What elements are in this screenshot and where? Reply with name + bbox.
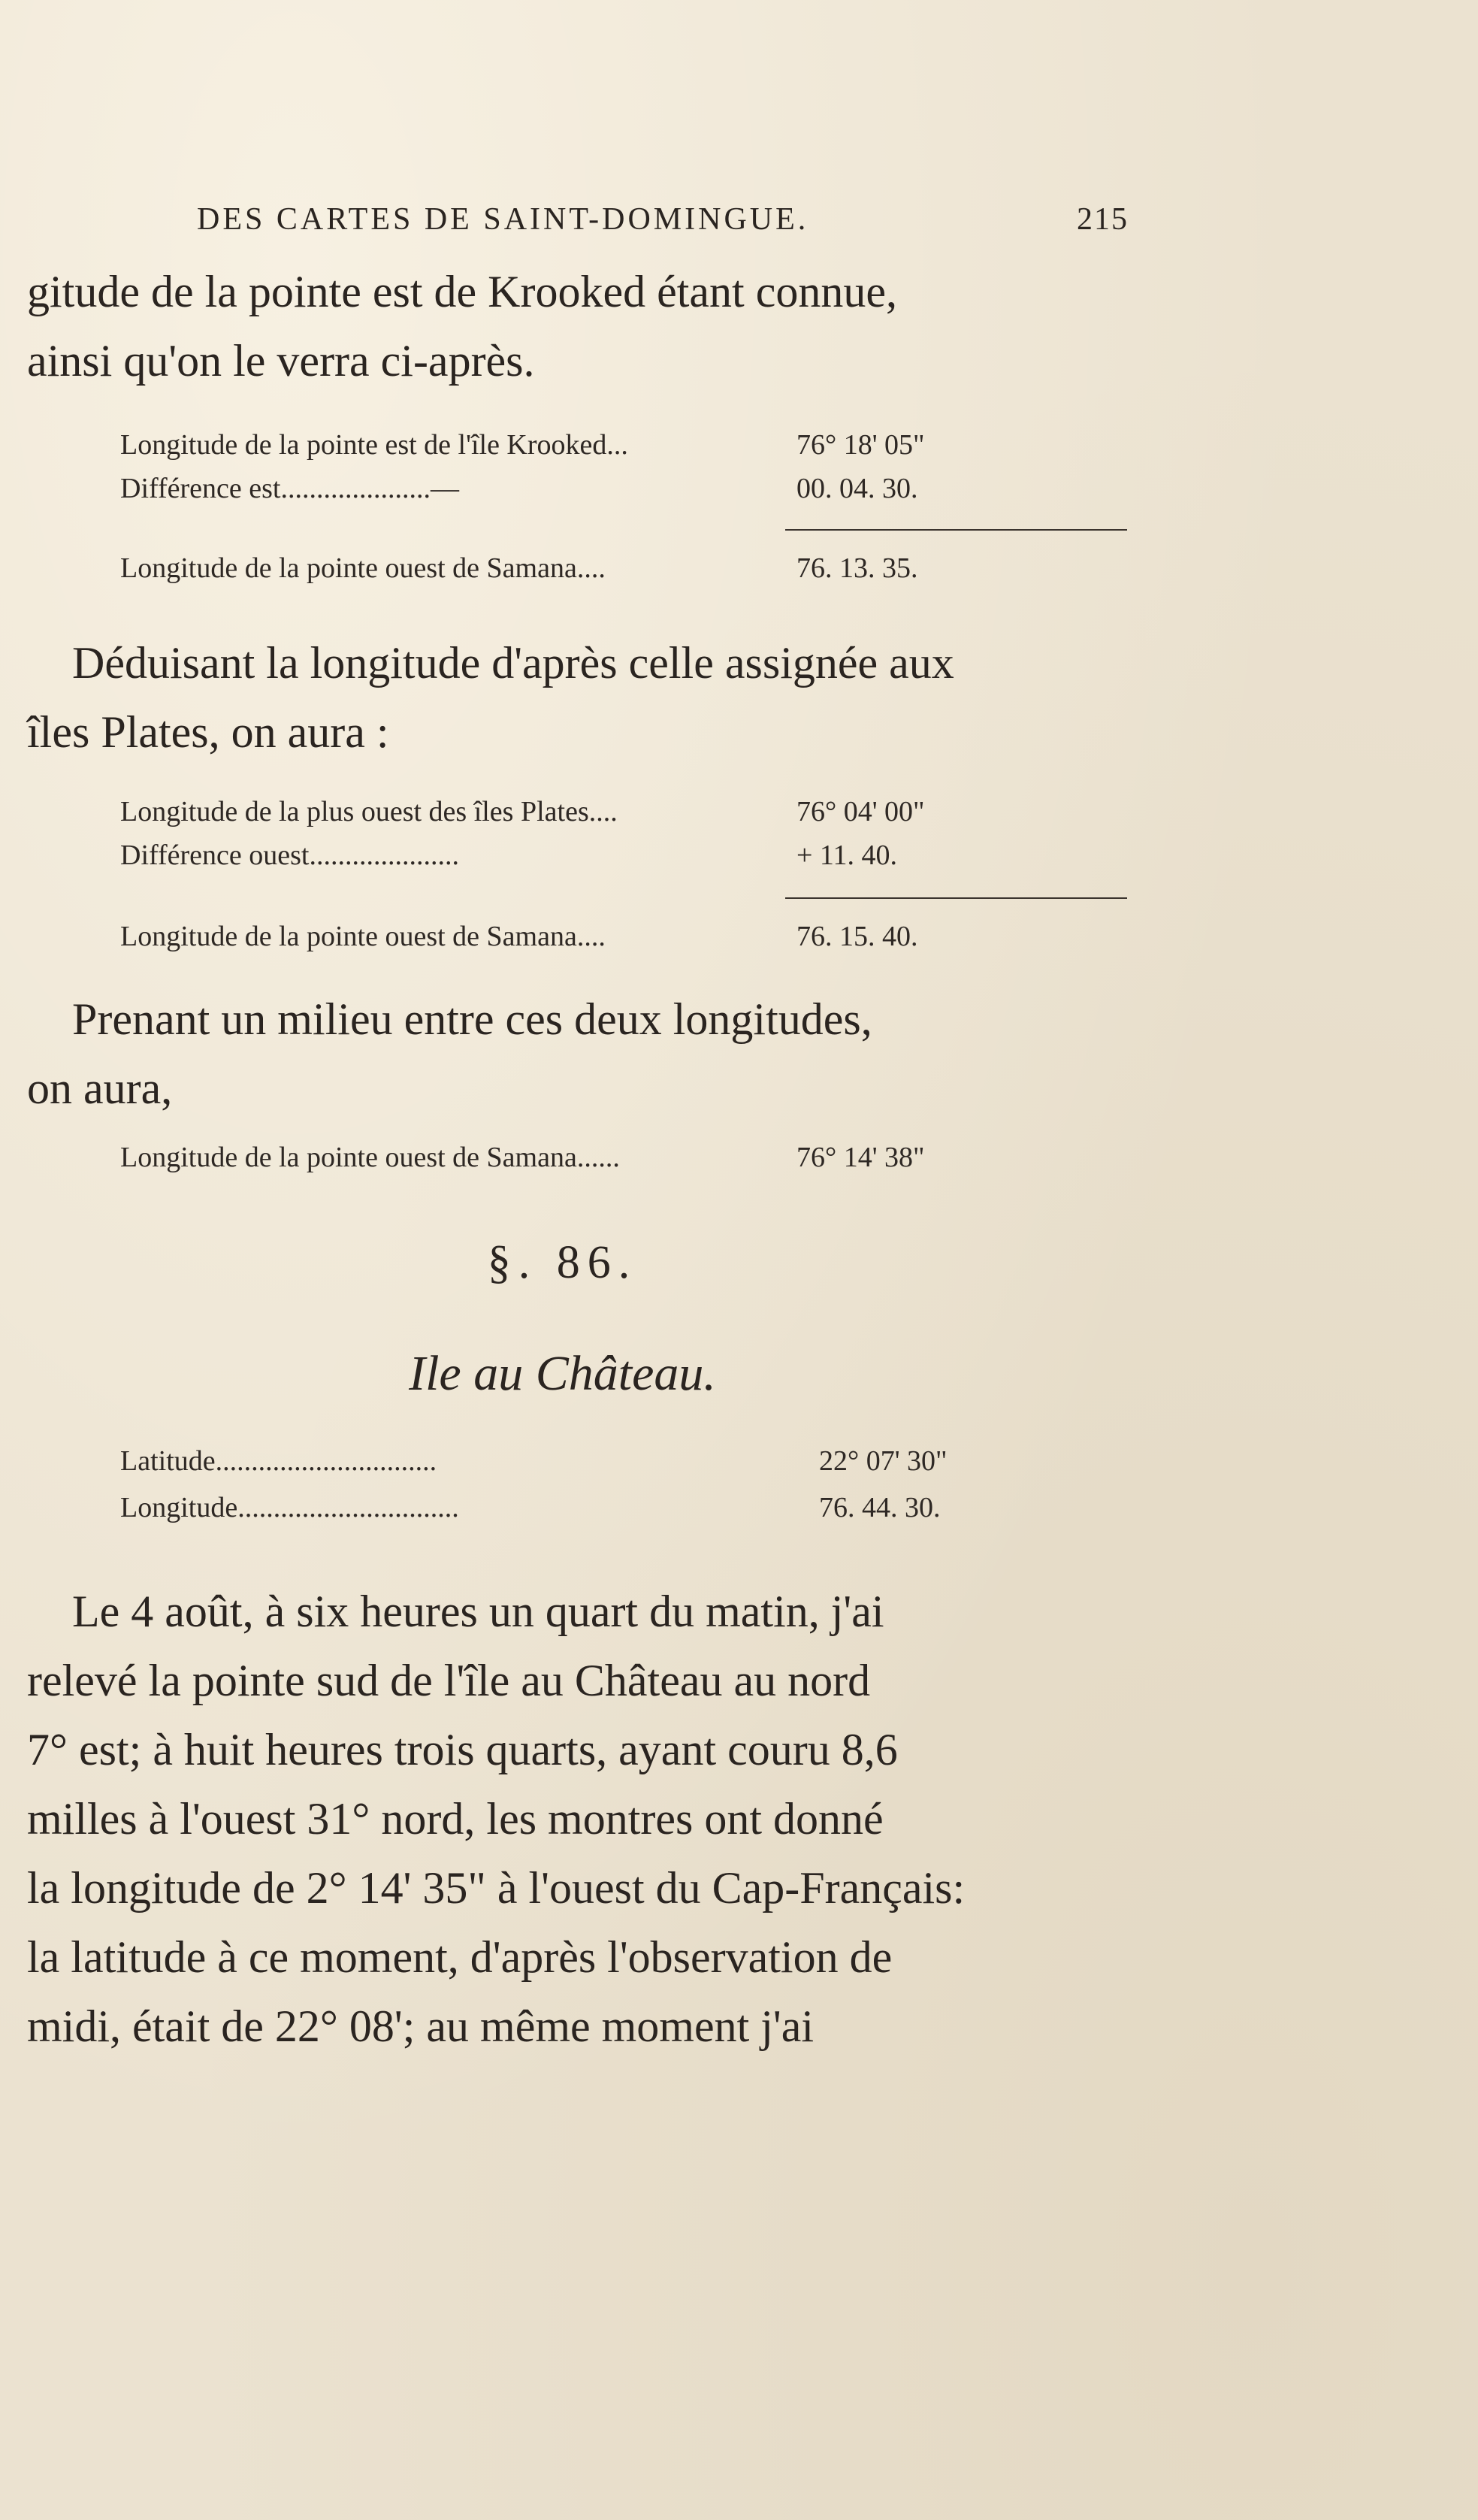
table-row — [120, 795, 1007, 839]
text-line: gitude de la pointe est de Krooked étant connue, — [27, 267, 897, 316]
row-label: Latitude............................... — [120, 1445, 437, 1477]
table-row — [120, 428, 1007, 472]
longitude-table-mean — [120, 1141, 1007, 1184]
paragraph-continuation — [27, 257, 1124, 395]
row-label: Différence ouest..................... — [120, 839, 459, 871]
sum-rule — [785, 897, 1127, 899]
row-value: 22° 07' 30" — [819, 1445, 948, 1477]
longitude-table-plates — [120, 795, 1007, 964]
row-value: 76° 04' 00" — [796, 796, 925, 827]
row-label: Longitude de la pointe ouest de Samana.... — [120, 921, 606, 952]
coordinates-table-chateau — [120, 1445, 1007, 1535]
section-number: §. 86. — [487, 1237, 638, 1288]
row-label: Longitude............................... — [120, 1492, 459, 1523]
text-line: îles Plates, on aura : — [27, 707, 389, 757]
row-label: Différence est.....................— — [120, 473, 459, 504]
text-line: ainsi qu'on le verra ci-après. — [27, 336, 535, 386]
row-value: 76. 44. 30. — [819, 1492, 941, 1523]
text-line: la latitude à ce moment, d'après l'observation de — [27, 1932, 893, 1982]
text-line: on aura, — [27, 1063, 173, 1113]
running-title: DES CARTES DE SAINT-DOMINGUE. — [197, 202, 809, 237]
text-line: Prenant un milieu entre ces deux longitudes, — [72, 994, 872, 1044]
paragraph-prenant — [27, 985, 1124, 1123]
row-value: 76. 13. 35. — [796, 552, 918, 584]
row-value: 76° 14' 38" — [796, 1142, 925, 1173]
paragraph-le-4-aout — [27, 1577, 1124, 2061]
section-title: Ile au Château. — [409, 1346, 716, 1401]
paragraph-deduisant — [27, 628, 1124, 767]
row-value: + 11. 40. — [796, 839, 898, 871]
text-line: 7° est; à huit heures trois quarts, ayant couru 8,6 — [27, 1725, 898, 1774]
row-value: 76. 15. 40. — [796, 921, 918, 952]
table-row — [120, 1445, 1007, 1491]
table-result-row — [120, 552, 1007, 595]
row-value: 00. 04. 30. — [796, 473, 918, 504]
text-line: midi, était de 22° 08'; au même moment j'ai — [27, 2001, 815, 2051]
row-label: Longitude de la pointe ouest de Samana.... — [120, 552, 606, 584]
text-line: relevé la pointe sud de l'île au Château au nord — [27, 1656, 871, 1705]
text-line: Déduisant la longitude d'après celle assignée aux — [72, 638, 954, 688]
text-line: milles à l'ouest 31° nord, les montres ont donné — [27, 1794, 884, 1844]
sum-rule — [785, 529, 1127, 531]
row-label: Longitude de la pointe ouest de Samana...... — [120, 1142, 620, 1173]
row-value: 76° 18' 05" — [796, 429, 925, 461]
table-row — [120, 472, 1007, 516]
table-row — [120, 1141, 1007, 1184]
row-label: Longitude de la pointe est de l'île Krooked... — [120, 429, 628, 461]
page-number: 215 — [1077, 202, 1129, 237]
table-row — [120, 839, 1007, 882]
row-label: Longitude de la plus ouest des îles Plates.... — [120, 796, 618, 827]
longitude-table-krooked — [120, 428, 1007, 595]
table-row — [120, 1491, 1007, 1535]
text-line: la longitude de 2° 14' 35" à l'ouest du Cap-Français: — [27, 1863, 966, 1913]
text-line: Le 4 août, à six heures un quart du matin, j'ai — [72, 1587, 884, 1636]
table-result-row — [120, 920, 1007, 964]
